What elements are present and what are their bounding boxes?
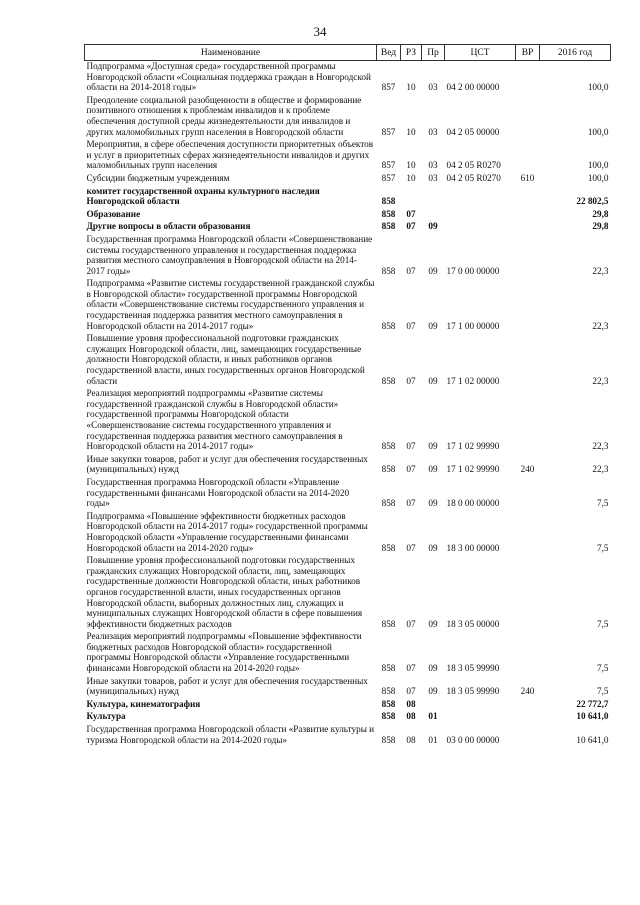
cell-ved: 858 <box>381 618 396 629</box>
cell-ved: 858 <box>381 734 396 745</box>
cell-vr <box>516 209 540 222</box>
table-row <box>85 388 611 454</box>
cell-vr <box>516 333 540 388</box>
cell-name: Реализация мероприятий подпрограммы «Развитие системы государственной гражданской службы в Новгородской области» государственной программы Новгородской области «Совершенствование системы государственного управления и государственная поддержка развития местного самоуправления в Новгородской области на 2014-2017 годы» <box>86 388 343 452</box>
cell-sum: 10 641,0 <box>576 734 609 745</box>
cell-cst <box>445 221 516 234</box>
table-row <box>85 699 611 712</box>
cell-name: Подпрограмма «Развитие системы государственной гражданской службы в Новгородской области» государственной программы Новгородской области «Совершенствование системы государственного управления и государственная поддержка развития местного самоуправления в Новгородской области на 2014-2017 годы» <box>86 278 375 331</box>
cell-name: Иные закупки товаров, работ и услуг для обеспечения государственных (муниципальных) нужд <box>86 675 368 697</box>
cell-rz: 07 <box>406 686 416 697</box>
cell-sum: 100,0 <box>587 172 609 183</box>
cell-ved: 858 <box>381 320 396 331</box>
cell-pr: 03 <box>428 82 438 93</box>
cell-pr: 09 <box>428 320 438 331</box>
cell-pr: 09 <box>428 221 438 232</box>
cell-cst: 17 1 02 00000 <box>446 375 500 386</box>
table-row <box>85 711 611 724</box>
cell-vr <box>516 234 540 278</box>
cell-cst: 18 3 00 00000 <box>446 542 500 553</box>
cell-sum: 7,5 <box>597 542 609 553</box>
cell-rz: 07 <box>406 208 416 219</box>
cell-ved: 858 <box>381 711 396 722</box>
cell-vr <box>516 278 540 333</box>
cell-vr: 240 <box>520 686 535 697</box>
cell-rz: 07 <box>406 464 416 475</box>
cell-cst <box>445 711 516 724</box>
cell-rz: 07 <box>406 375 416 386</box>
cell-ved: 857 <box>381 126 396 137</box>
cell-cst: 17 1 02 99990 <box>446 441 500 452</box>
header-rz: РЗ <box>401 45 422 61</box>
table-row <box>85 631 611 675</box>
cell-name: Мероприятия, в сфере обеспечения доступности приоритетных объектов и услуг в приоритетных сферах жизнедеятельности инвалидов и других маломобильных групп населения <box>86 139 374 171</box>
cell-cst: 17 0 00 00000 <box>446 265 500 276</box>
cell-rz: 10 <box>406 160 416 171</box>
cell-cst: 04 2 05 R0270 <box>446 172 501 183</box>
cell-vr <box>516 631 540 675</box>
cell-name: Подпрограмма «Повышение эффективности бюджетных расходов Новгородской области на 2014-2017 годы» государственной программы Новгородской области «Управление государственными финансами Новгородской области на 2014-2020 годы» <box>86 510 368 553</box>
cell-sum: 100,0 <box>587 82 609 93</box>
cell-sum: 7,5 <box>597 686 609 697</box>
cell-rz: 07 <box>406 221 416 232</box>
table-header-row <box>85 45 611 61</box>
cell-name: Государственная программа Новгородской области «Совершенствование системы государственного управления и государственная поддержка развития местного самоуправления в Новгородской области на 2014-2017 годы» <box>86 233 373 276</box>
header-sum: 2016 год <box>540 45 611 61</box>
cell-name: Культура, кинематография <box>86 698 201 709</box>
cell-sum: 7,5 <box>597 498 609 509</box>
cell-name: Другие вопросы в области образования <box>86 221 251 232</box>
cell-pr: 09 <box>428 618 438 629</box>
cell-name: Государственная программа Новгородской области «Развитие культуры и туризма Новгородской области на 2014-2020 годы» <box>86 724 375 745</box>
cell-rz: 08 <box>406 698 416 709</box>
cell-rz: 07 <box>406 320 416 331</box>
cell-cst: 04 2 05 R0270 <box>446 160 501 171</box>
cell-name: Государственная программа Новгородской области «Управление государственными финансами Новгородской области на 2014-2020 годы» <box>86 476 350 509</box>
cell-name: Субсидии бюджетным учреждениям <box>86 172 230 183</box>
table-row <box>85 676 611 699</box>
cell-sum: 7,5 <box>597 618 609 629</box>
cell-name: Преодоление социальной разобщенности в обществе и формирование позитивного отношения к проблемам инвалидов и к проблеме обеспечения доступной среды жизнедеятельности для инвалидов и других маломобильных групп населения в Новгородской области <box>86 94 362 137</box>
cell-cst: 18 3 05 99990 <box>446 686 500 697</box>
cell-cst <box>445 186 516 209</box>
cell-pr: 03 <box>428 160 438 171</box>
cell-sum: 29,8 <box>592 221 609 232</box>
cell-vr <box>516 711 540 724</box>
cell-pr: 09 <box>428 663 438 674</box>
header-cst: ЦСТ <box>445 45 516 61</box>
cell-pr: 09 <box>428 498 438 509</box>
cell-vr: 610 <box>520 172 535 183</box>
cell-pr: 03 <box>428 172 438 183</box>
cell-sum: 22 802,5 <box>576 196 609 207</box>
cell-rz: 10 <box>406 172 416 183</box>
cell-cst: 04 2 05 00000 <box>446 126 500 137</box>
cell-sum: 22,3 <box>592 464 609 475</box>
cell-cst: 17 1 00 00000 <box>446 320 500 331</box>
cell-cst: 18 3 05 99990 <box>446 663 500 674</box>
cell-ved: 858 <box>381 265 396 276</box>
cell-sum: 10 641,0 <box>576 711 609 722</box>
cell-ved: 858 <box>381 686 396 697</box>
cell-ved: 857 <box>381 82 396 93</box>
cell-ved: 858 <box>381 208 396 219</box>
cell-sum: 22 772,7 <box>576 698 609 709</box>
cell-vr <box>516 221 540 234</box>
cell-ved: 857 <box>381 160 396 171</box>
header-name: Наименование <box>85 45 377 61</box>
header-ved: Вед <box>377 45 401 61</box>
table-row <box>85 477 611 511</box>
cell-ved: 857 <box>381 172 396 183</box>
header-vr: ВР <box>516 45 540 61</box>
cell-name: Образование <box>86 208 141 219</box>
cell-vr <box>516 477 540 511</box>
cell-cst <box>445 699 516 712</box>
cell-rz: 07 <box>406 441 416 452</box>
cell-pr: 09 <box>428 686 438 697</box>
cell-cst: 18 0 00 00000 <box>446 498 500 509</box>
header-pr: Пр <box>422 45 445 61</box>
cell-vr <box>516 724 540 747</box>
cell-rz: 07 <box>406 542 416 553</box>
cell-ved: 858 <box>381 196 396 207</box>
table-row <box>85 454 611 477</box>
cell-pr <box>422 186 445 209</box>
cell-pr: 09 <box>428 441 438 452</box>
cell-cst: 04 2 00 00000 <box>446 82 500 93</box>
cell-rz: 08 <box>406 711 416 722</box>
cell-pr: 09 <box>428 375 438 386</box>
cell-name: Подпрограмма «Доступная среда» государственной программы Новгородской области «Социальная поддержка граждан в Новгородской области на 2014-2018 годы» <box>86 61 371 93</box>
cell-pr: 01 <box>428 711 438 722</box>
cell-vr <box>516 388 540 454</box>
cell-rz: 10 <box>406 82 416 93</box>
table-row <box>85 221 611 234</box>
table-row <box>85 139 611 173</box>
table-row <box>85 95 611 139</box>
cell-vr <box>516 555 540 631</box>
cell-cst: 18 3 05 00000 <box>446 618 500 629</box>
cell-ved: 858 <box>381 221 396 232</box>
cell-ved: 858 <box>381 375 396 386</box>
cell-name: Реализация мероприятий подпрограммы «Повышение эффективности бюджетных расходов Новгородской области» государственной программы Новгородской области «Управление государственными финансами Новгородской области на 2014-2020 годы» <box>86 631 362 674</box>
cell-sum: 22,3 <box>592 265 609 276</box>
cell-cst: 03 0 00 00000 <box>446 734 500 745</box>
cell-sum: 22,3 <box>592 441 609 452</box>
cell-rz: 10 <box>406 126 416 137</box>
cell-sum: 100,0 <box>587 126 609 137</box>
cell-pr: 09 <box>428 542 438 553</box>
cell-ved: 858 <box>381 441 396 452</box>
cell-pr: 03 <box>428 126 438 137</box>
cell-vr <box>516 95 540 139</box>
cell-sum: 22,3 <box>592 375 609 386</box>
cell-rz: 07 <box>406 618 416 629</box>
cell-name: Культура <box>86 711 126 722</box>
table-row <box>85 186 611 209</box>
cell-cst: 17 1 02 99990 <box>446 464 500 475</box>
budget-table <box>84 44 611 747</box>
cell-sum: 29,8 <box>592 208 609 219</box>
table-row <box>85 173 611 186</box>
cell-vr <box>516 61 540 95</box>
cell-name: комитет государственной охраны культурного наследия Новгородской области <box>86 185 320 207</box>
cell-rz <box>401 186 422 209</box>
cell-rz: 08 <box>406 734 416 745</box>
table-row <box>85 209 611 222</box>
cell-vr <box>516 186 540 209</box>
cell-sum: 22,3 <box>592 320 609 331</box>
cell-rz: 07 <box>406 498 416 509</box>
cell-ved: 858 <box>381 663 396 674</box>
cell-pr <box>422 209 445 222</box>
cell-sum: 100,0 <box>587 160 609 171</box>
cell-vr <box>516 139 540 173</box>
table-row <box>85 333 611 388</box>
table-body <box>85 61 611 748</box>
cell-ved: 858 <box>381 464 396 475</box>
cell-rz: 07 <box>406 265 416 276</box>
table-row <box>85 278 611 333</box>
cell-vr <box>516 511 540 555</box>
cell-pr: 09 <box>428 265 438 276</box>
cell-name: Повышение уровня профессиональной подготовки гражданских служащих Новгородской области, лиц, замещающих государственные должности Новгородской области, и иных работников органов государственной власти, иных государственных органов Новгородской области <box>86 333 365 386</box>
cell-vr: 240 <box>520 464 535 475</box>
cell-cst <box>445 209 516 222</box>
table-row <box>85 61 611 95</box>
table-row <box>85 234 611 278</box>
table-row <box>85 555 611 631</box>
cell-ved: 858 <box>381 542 396 553</box>
page-number: 34 <box>313 24 327 39</box>
table-row <box>85 511 611 555</box>
cell-name: Повышение уровня профессиональной подготовки государственных гражданских служащих Новгородской области, лиц, замещающих государственные должности Новгородской области, иных работников органов государственной власти, иных государственных органов Новгородской области, выборных должностных лиц, служащих и муниципальных служащих Новгородской области в сфере повышения эффективности бюджетных расходов <box>86 555 363 629</box>
table-row <box>85 724 611 747</box>
cell-pr: 09 <box>428 464 438 475</box>
cell-name: Иные закупки товаров, работ и услуг для обеспечения государственных (муниципальных) нужд <box>86 453 368 475</box>
cell-rz: 07 <box>406 663 416 674</box>
cell-sum: 7,5 <box>597 663 609 674</box>
cell-ved: 858 <box>381 698 396 709</box>
cell-pr: 01 <box>428 734 438 745</box>
cell-pr <box>422 699 445 712</box>
cell-ved: 858 <box>381 498 396 509</box>
cell-vr <box>516 699 540 712</box>
